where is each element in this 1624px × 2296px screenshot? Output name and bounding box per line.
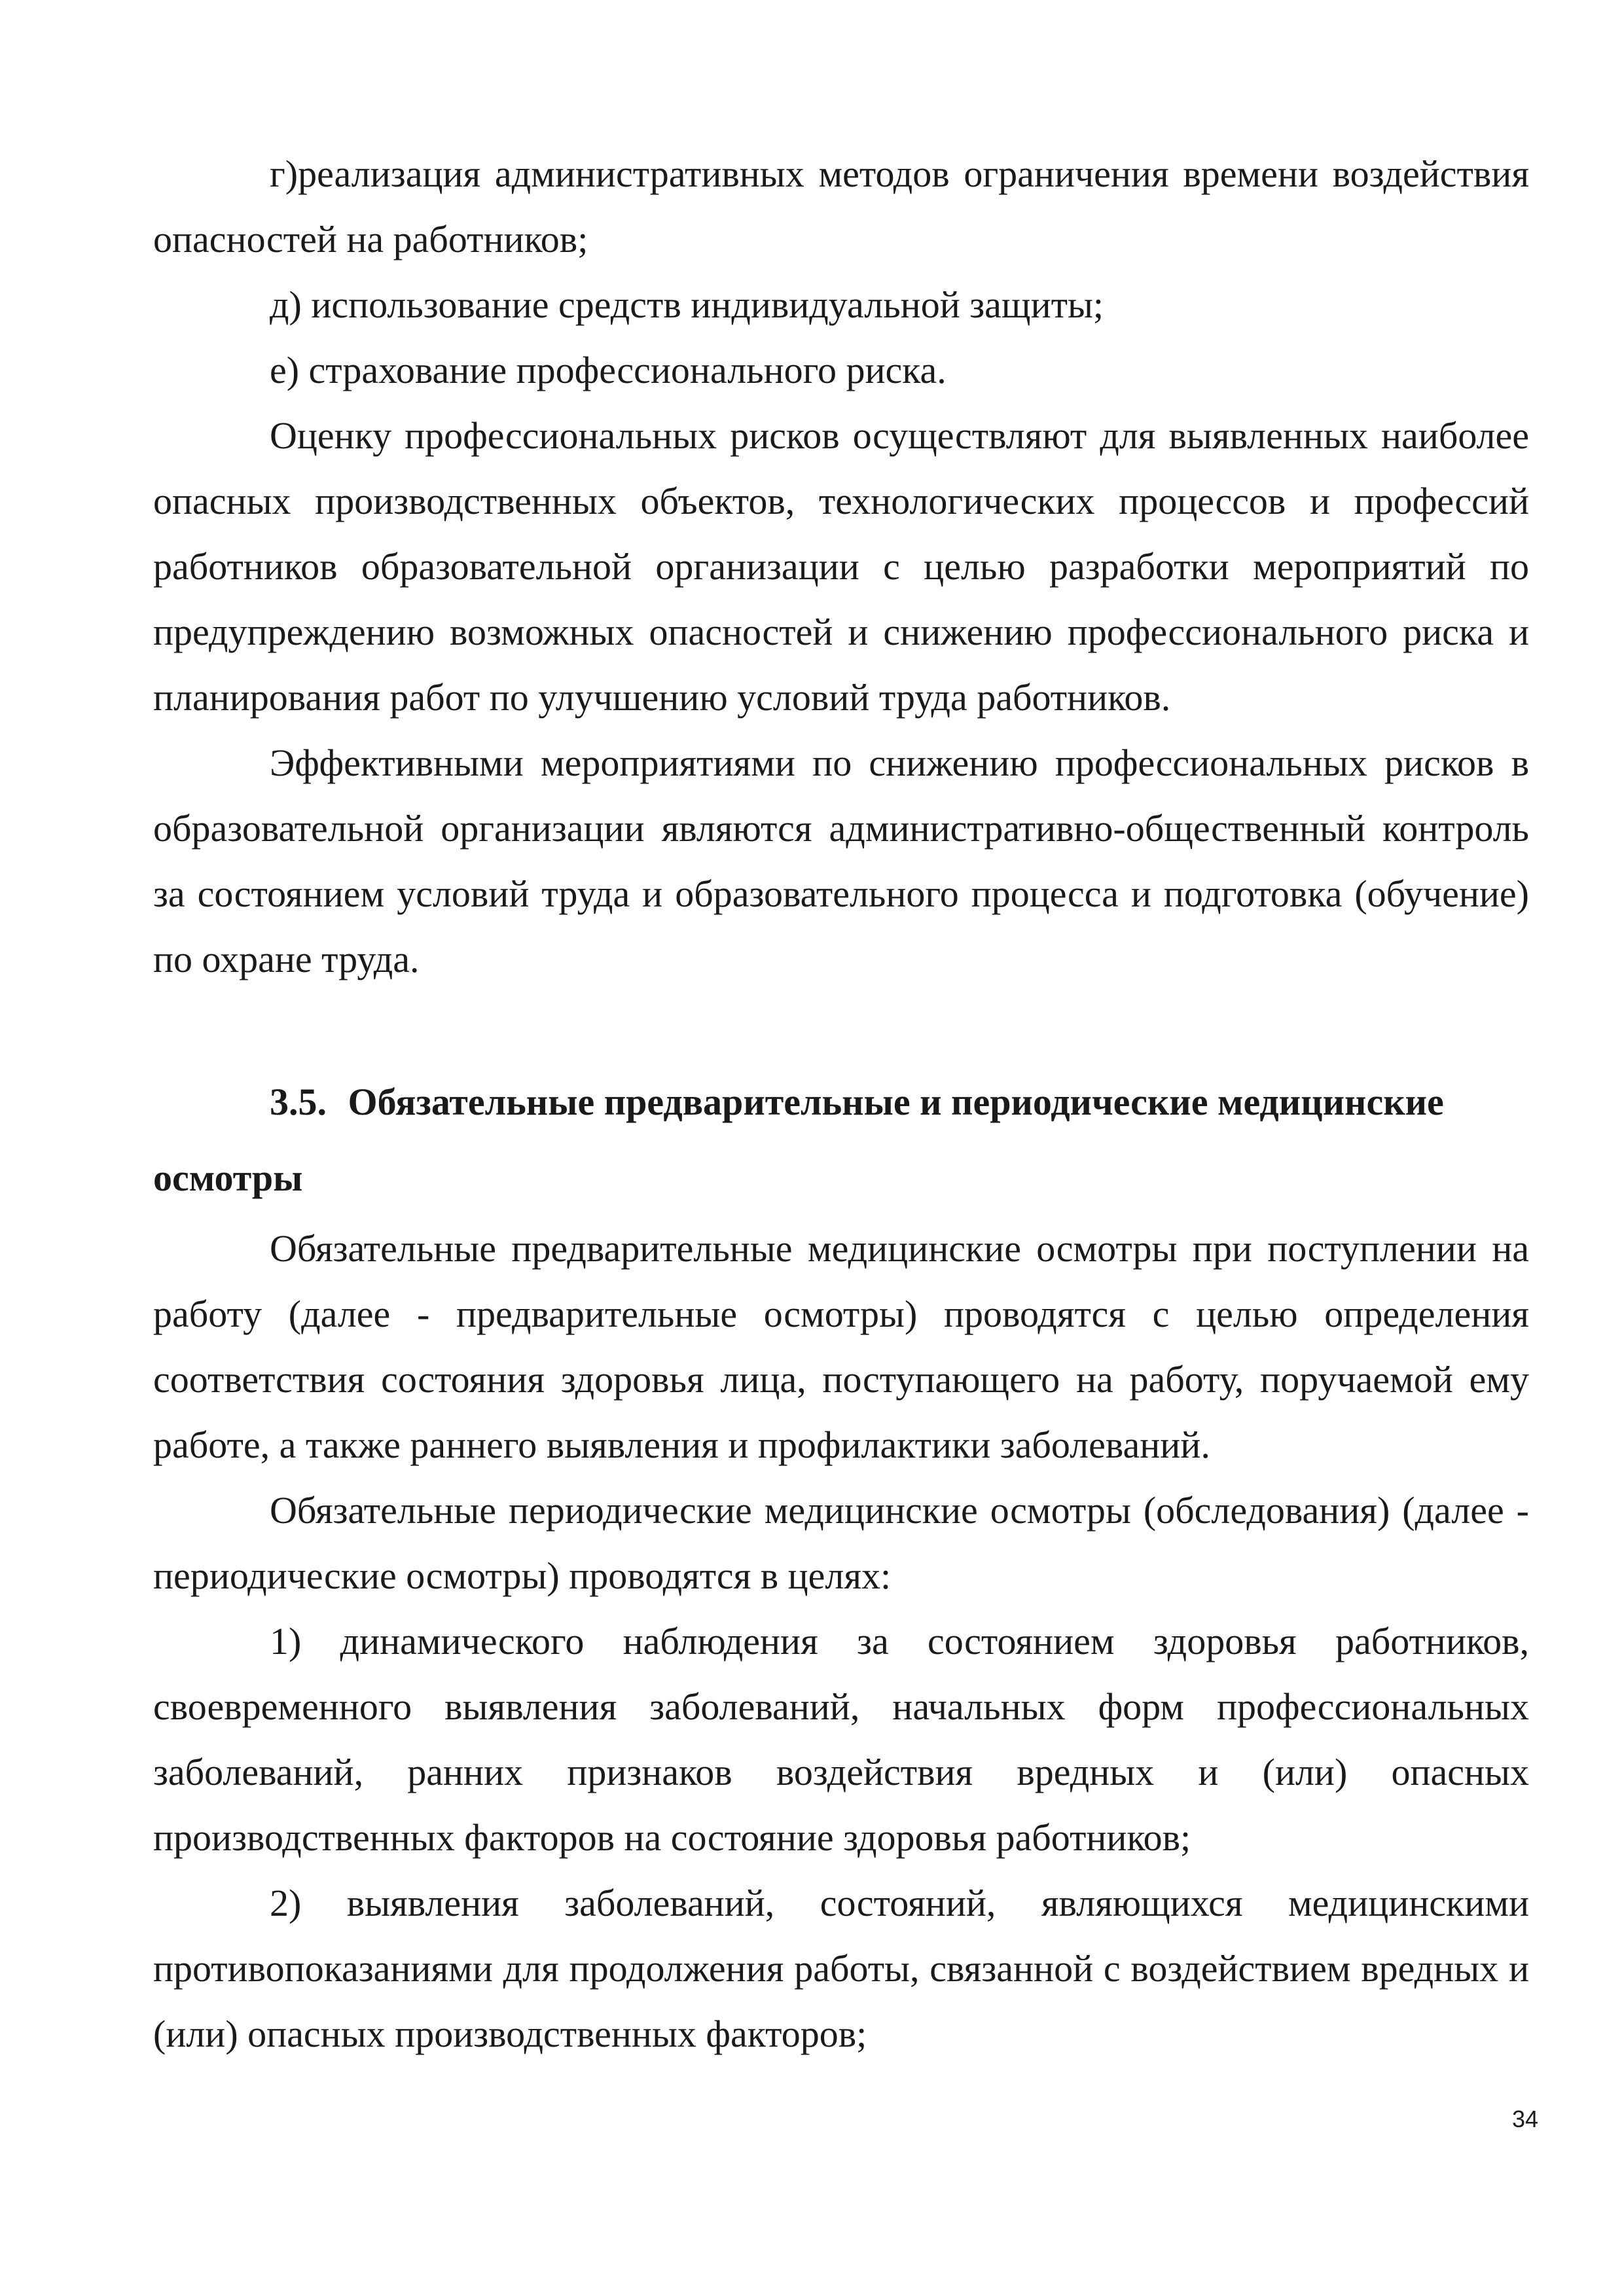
page-body — [153, 141, 1529, 2067]
section-spacer — [153, 992, 1529, 1052]
section-heading — [153, 1064, 1529, 1216]
section-title: Обязательные предварительные и периодические медицинские осмотры — [153, 1081, 1444, 1199]
list-item-2: 2) выявления заболеваний, состояний, являющихся медицинскими противопоказаниями для продолжения работы, связанной с воздействием вредных и (или) опасных производственных факторов; — [153, 1882, 1529, 2055]
section-number: 3.5. — [270, 1081, 327, 1123]
list-item-d: д) использование средств индивидуальной защиты; — [270, 283, 1104, 326]
paragraph-effective-measures: Эффективными мероприятиями по снижению профессиональных рисков в образовательной организации являются административно-общественный контроль за состоянием условий труда и образовательного процесса и подготовка (обучение) по охране труда. — [153, 742, 1529, 980]
page-number: 34 — [1511, 2106, 1538, 2132]
list-item-e: е) страхование профессионального риска. — [270, 349, 947, 391]
list-item-g: г)реализация административных методов ограничения времени воздействия опасностей на работников; — [153, 152, 1529, 260]
list-item-1: 1) динамического наблюдения за состоянием здоровья работников, своевременного выявления заболеваний, начальных форм профессиональных заболеваний, ранних признаков воздействия вредных и (или) опасных производственных факторов на состояние здоровья работников; — [153, 1620, 1529, 1859]
paragraph-periodic-exams: Обязательные периодические медицинские осмотры (обследования) (далее - периодические осмотры) проводятся в целях: — [153, 1489, 1529, 1597]
paragraph-preliminary-exams: Обязательные предварительные медицинские осмотры при поступлении на работу (далее - предварительные осмотры) проводятся с целью определения соответствия состояния здоровья лица, поступающего на работу, поручаемой ему работе, а также раннего выявления и профилактики заболеваний. — [153, 1227, 1529, 1466]
paragraph-risk-assessment: Оценку профессиональных рисков осуществляют для выявленных наиболее опасных производственных объектов, технологических процессов и профессий работников образовательной организации с целью разработки мероприятий по предупреждению возможных опасностей и снижению профессионального риска и планирования работ по улучшению условий труда работников. — [153, 414, 1529, 719]
